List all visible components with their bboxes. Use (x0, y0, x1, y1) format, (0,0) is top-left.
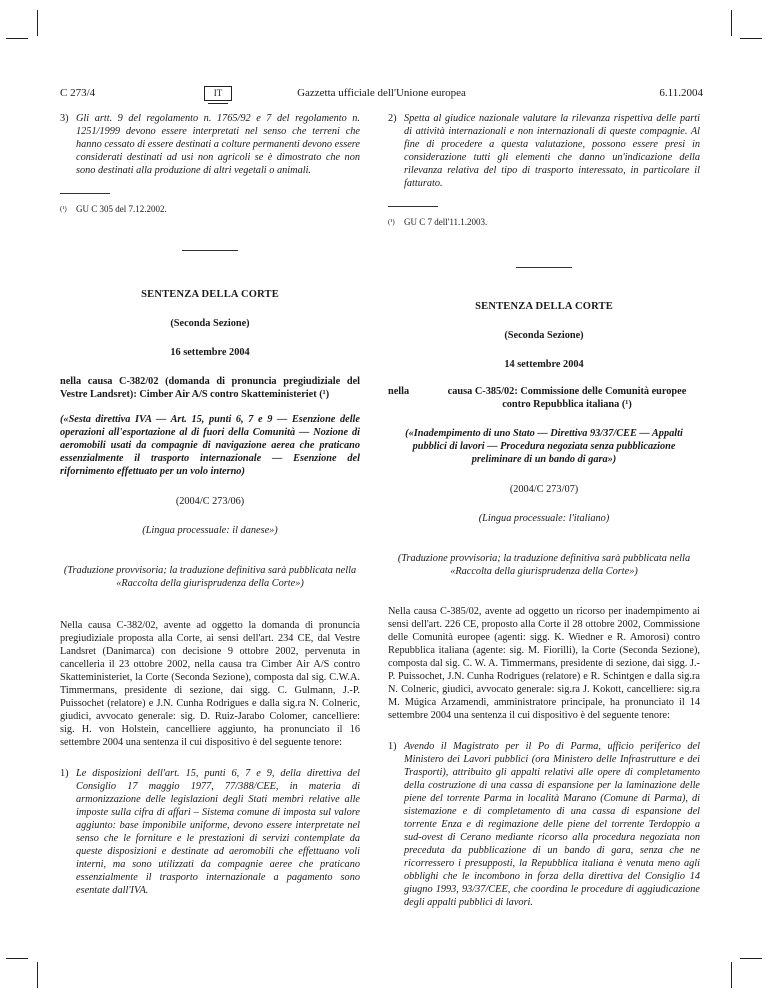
case-title: causa C-385/02: Commissione delle Comunità europee contro Repubblica italiana (¹) (447, 386, 687, 410)
ruling-item-1 (60, 767, 360, 897)
crop-mark (37, 10, 38, 36)
crop-mark (6, 958, 28, 959)
footnote (60, 203, 360, 216)
item-text: Le disposizioni dell'art. 15, punti 6, 7 e 9, della direttiva del Consiglio 17 maggio 1977, 77/388/CEE, in materia di armonizzazione delle legislazioni degli Stati membri relative alle imposte sulla cifra di affari – Sistema comune di imposta sul valore aggiunto: base imponibile uniforme, devono essere interpretate nel senso che le forniture e le prestazioni di servizi contemplate da queste disposizioni e destinate ad aeromobili che effettuano voli interni, ma sono utilizzati da compagnie aeree che praticano essenzialmente il trasporto internazionale a pagamento sono esentate dall'IVA. (76, 768, 360, 896)
ruling-item-1 (388, 740, 700, 909)
case-title: nella causa C-382/02 (domanda di pronuncia pregiudiziale del Vestre Landsret): Cimber Air A/S contro Skatteministeriet (¹) (60, 376, 360, 400)
judgment-body: Nella causa C-385/02, avente ad oggetto un ricorso per inadempimento ai sensi dell'art. 226 CE, proposto alla Corte il 28 ottobre 2002, Commissione delle Comunità europee (agenti: sigg. K. Wiedner e R. Amorosi) contro Repubblica italiana (agente: sig. M. Fiorilli), la Corte (Seconda Sezione), composta dal sig. C. W. A. Timmermans, presidente di sezione, dai sigg. J.-P. Puissochet, J.N. Cunha Rodrigues (relatore) e R. Schintgen e dalla sig.ra N. Colneric, giudici, avvocato generale: sig.ra J. Kokott, cancelliere: sig.ra M. Múgica Arzamendi, amministratore principale, ha pronunciato il 14 settembre 2004 una sentenza il cui dispositivo è del seguente tenore: (388, 606, 700, 721)
item-number: 3) (60, 113, 69, 124)
crop-mark (740, 958, 762, 959)
section-separator (516, 267, 572, 268)
crop-mark (6, 38, 28, 39)
right-column (388, 112, 700, 909)
procedure-language: (Lingua processuale: il danese») (142, 525, 278, 536)
reference-number: (2004/C 273/07) (509, 484, 579, 495)
item-number: 1) (60, 768, 69, 779)
left-column (60, 112, 360, 897)
item-number: 1) (388, 741, 397, 752)
page-reference: C 273/4 (60, 87, 96, 99)
case-subject: («Sesta direttiva IVA — Art. 15, punti 6, 7 e 9 — Esenzione delle operazioni all'esportazione al di fuori della Comunità — Nozione di aeromobili usati da compagnie di navigazione aerea che praticano essenzialmente il trasporto internazionale — Esenzione del rifornimento effettuato per un volo interno) (60, 414, 360, 477)
footnote-text: GU C 305 del 7.12.2002. (76, 204, 167, 214)
judgment-date: 16 settembre 2004 (170, 347, 250, 358)
crop-mark (37, 962, 38, 988)
ruling-item-2 (388, 112, 700, 190)
publication-date: 6.11.2004 (659, 87, 703, 99)
page-header (60, 87, 703, 103)
footnote-ref: (¹) (388, 218, 395, 226)
section-separator (182, 250, 238, 251)
language-badge: IT (204, 86, 232, 101)
item-number: 2) (388, 113, 397, 124)
judgment-title: SENTENZA DELLA CORTE (475, 301, 613, 312)
journal-title: Gazzetta ufficiale dell'Unione europea (297, 87, 466, 99)
chamber: (Seconda Sezione) (170, 318, 250, 329)
translation-note: (Traduzione provvisoria; la traduzione definitiva sarà pubblicata nella «Raccolta della giurisprudenza della Corte») (63, 565, 357, 589)
crop-mark (731, 962, 732, 988)
case-subject: («Inadempimento di uno Stato — Direttiva 93/37/CEE — Appalti pubblici di lavori — Procedura negoziata senza pubblicazione preliminare di un bando di gara») (405, 428, 683, 465)
footnote (388, 216, 700, 229)
item-text: Gli artt. 9 del regolamento n. 1765/92 e 7 del regolamento n. 1251/1999 devono essere interpretati nel senso che terreni che hanno cessato di essere destinati a colture permanenti devono essere considerati destinati ad usi non agricoli se è dimostrato che non sono destinati alla produzione di altri vegetali o animali. (76, 113, 360, 176)
footnote-ref: (¹) (60, 205, 67, 213)
footnote-rule (60, 193, 110, 194)
procedure-language: (Lingua processuale: l'italiano) (478, 513, 610, 524)
case-prefix: nella (388, 386, 410, 397)
footnote-text: GU C 7 dell'11.1.2003. (404, 217, 488, 227)
item-text: Spetta al giudice nazionale valutare la rilevanza rispettiva delle parti di attività internazionali e non internazionali di queste compagnie. Al fine di procedere a questa valutazione, possono essere presi in considerazione tutti gli elementi che danno un'indicazione della rilevanza relativa del tipo di trasporto interessato, in particolare il fatturato. (404, 113, 700, 189)
ruling-item-3 (60, 112, 360, 177)
footnote-rule (388, 206, 438, 207)
translation-note: (Traduzione provvisoria; la traduzione definitiva sarà pubblicata nella «Raccolta della giurisprudenza della Corte») (397, 553, 691, 577)
crop-mark (731, 10, 732, 36)
chamber: (Seconda Sezione) (504, 330, 584, 341)
judgment-date: 14 settembre 2004 (504, 359, 584, 370)
reference-number: (2004/C 273/06) (175, 496, 245, 507)
judgment-body: Nella causa C-382/02, avente ad oggetto la domanda di pronuncia pregiudiziale proposta alla Corte, ai sensi dell'art. 234 CE, dal Vestre Landsret (Danimarca) con decisione 9 ottobre 2002, pervenuta in cancelleria il 23 ottobre 2002, nella causa tra Cimber Air A/S contro Skatteministeriet, la Corte (Seconda Sezione), composta dal sig. C.W.A. Timmermans, presidente di sezione, dai sigg. C. Gulmann, J.-P. Puissochet (relatore) e J.N. Cunha Rodrigues e dalla sig.ra N. Colneric, giudici, avvocato generale: sig. D. Ruiz-Jarabo Colomer, cancelliere: sig. H. von Holstein, cancelliere aggiunto, ha pronunciato il 16 settembre 2004 una sentenza il cui dispositivo è del seguente tenore: (60, 620, 360, 748)
item-text: Avendo il Magistrato per il Po di Parma, ufficio periferico del Ministero dei Lavori pubblici (ora Ministero delle Infrastrutture e dei Trasporti), attribuito gli appalti relativi alle opere di completamento della costruzione di una cassa di espansione per la laminazione delle piene del torrente Parma in località Marano (Comune di Parma), di sistemazione e di completamento di una cassa di espansione del torrente Enza e di regimazione delle piene del torrente Terdoppio a sud-ovest di Cerano mediante ricorso alla procedura negoziata non preceduta da pubblicazione di un bando di gara, senza che ne ricorressero i presupposti, la Repubblica italiana è venuta meno agli obblighi che le incombono in forza della direttiva del Consiglio 14 giugno 1993, 93/37/CEE, che coordina le procedure di aggiudicazione degli appalti pubblici di lavori. (404, 741, 700, 908)
crop-mark (740, 38, 762, 39)
case-title-block (388, 385, 700, 411)
judgment-title: SENTENZA DELLA CORTE (141, 289, 279, 300)
